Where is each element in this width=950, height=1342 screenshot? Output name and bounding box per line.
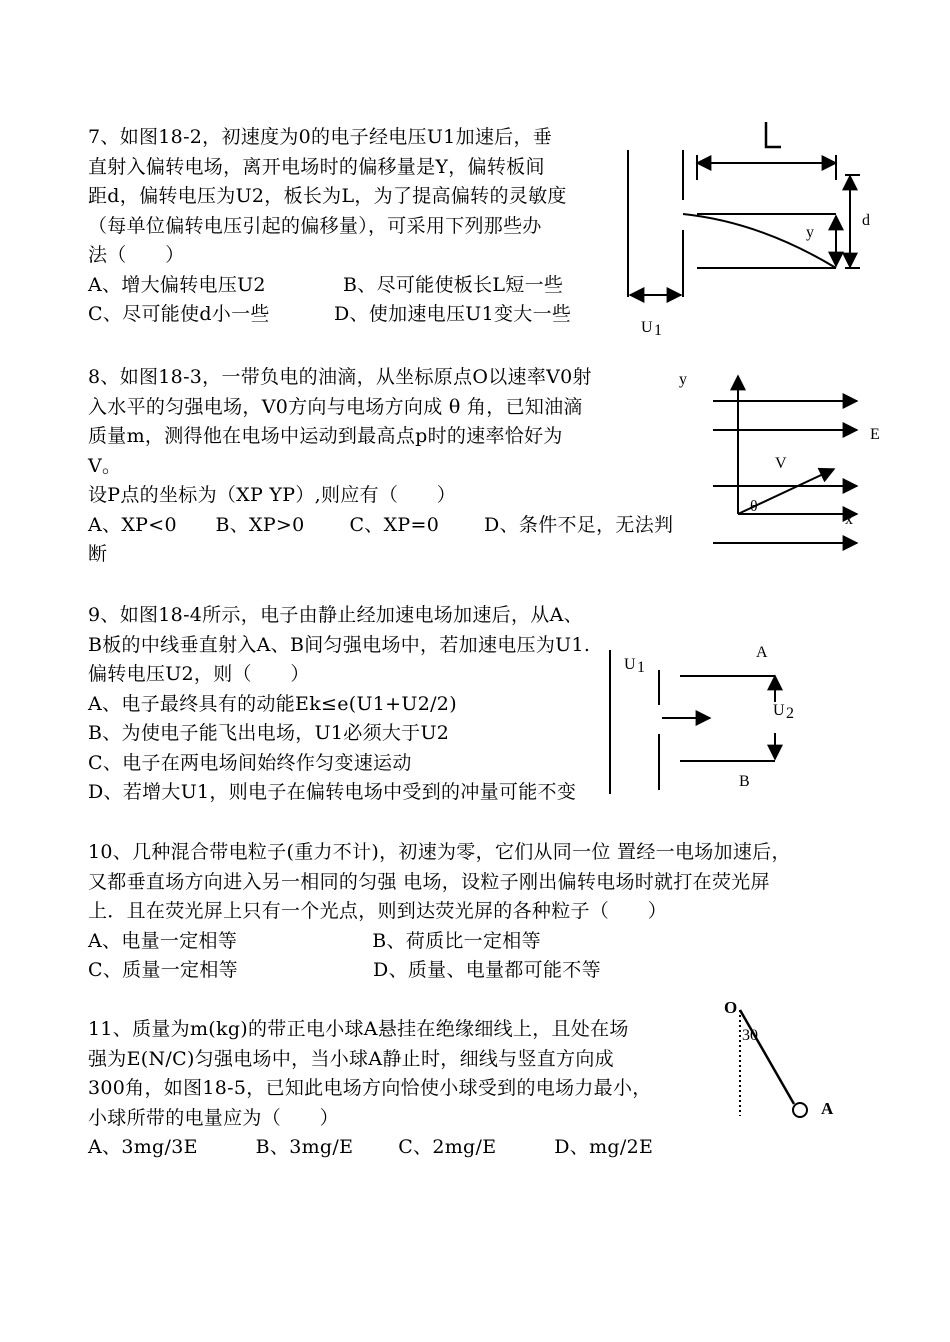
q8-line: 入水平的匀强电场，V0方向与电场方向成 θ 角，已知油滴 <box>88 395 583 418</box>
fig-18-5-label-a: A <box>821 1099 834 1118</box>
fig-18-2-label-y: y <box>806 224 814 241</box>
q11-options: A、3mg/3E B、3mg/E C、2mg/E D、mg/2E <box>88 1136 654 1158</box>
q8-line: 质量m，测得他在电场中运动到最高点p时的速率恰好为 <box>88 425 563 447</box>
q7-line: 直射入偏转电场，离开电场时的偏移量是Y，偏转板间 <box>88 155 545 178</box>
q7-option-cd: C、尽可能使d小一些 D、使加速电压U1变大一些 <box>88 303 572 325</box>
deflection-setup-diagram <box>628 122 860 297</box>
fig-18-3-label-v: V <box>775 455 787 472</box>
fig-18-4-label-u1-sub: 1 <box>637 659 645 676</box>
q10-line: 10、几种混合带电粒子(重力不计)，初速为零，它们从同一位 置经一电场加速后， <box>88 841 791 863</box>
fig-18-4-label-b: B <box>739 773 750 790</box>
q7-line: 距d，偏转电压为U2，板长为L，为了提高偏转的灵敏度 <box>88 185 567 207</box>
q9-option-a: A、电子最终具有的动能Ek≤e(U1+U2/2) <box>88 692 457 715</box>
q9-line: 9、如图18-4所示，电子由静止经加速电场加速后，从A、 <box>88 604 583 626</box>
q10-option-cd: C、质量一定相等 D、质量、电量都可能不等 <box>88 959 601 981</box>
q8-line: 设P点的坐标为（XP YP）,则应有（ ） <box>88 484 457 506</box>
q9-line: 偏转电压U2，则（ ） <box>88 663 310 685</box>
q8-line: 8、如图18-3，一带负电的油滴，从坐标原点O以速率V0射 <box>88 366 592 388</box>
fig-18-2-label-d: d <box>862 212 870 229</box>
q7-line: 7、如图18-2，初速度为0的电子经电压U1加速后，垂 <box>88 126 553 148</box>
fig-18-3-label-e: E <box>870 426 880 443</box>
fig-18-3-label-y: y <box>679 371 687 388</box>
q11-line: 300角，如图18-5，已知此电场方向恰使小球受到的电场力最小， <box>88 1077 652 1099</box>
fig-18-3-label-theta: θ <box>750 498 758 515</box>
q9-option-b: B、为使电子能飞出电场，U1必须大于U2 <box>88 722 450 744</box>
fig-18-2-label-u-sub: 1 <box>654 322 662 339</box>
q8-line: V。 <box>88 454 122 477</box>
fig-18-4-label-u1: U <box>624 656 636 673</box>
q8-line: 断 <box>88 543 108 565</box>
ball-a <box>793 1103 807 1117</box>
q8-options: A、XP<0 B、XP>0 C、XP=0 D、条件不足，无法判 <box>88 513 674 536</box>
q9-option-d: D、若增大U1，则电子在偏转电场中受到的冲量可能不变 <box>88 781 577 803</box>
fig-18-5-label-angle: 30 <box>742 1027 758 1044</box>
q11-line: 强为E(N/C)匀强电场中，当小球A静止时，细线与竖直方向成 <box>88 1047 614 1070</box>
fig-18-2-label-u: U <box>641 319 653 336</box>
q9-line: B板的中线垂直射入A、B间匀强电场中，若加速电压为U1. <box>88 633 591 656</box>
q9-option-c: C、电子在两电场间始终作匀变速运动 <box>88 751 412 774</box>
q7-option-ab: A、增大偏转电压U2 B、尽可能使板长L短一些 <box>88 273 564 296</box>
fig-18-4-label-u2-sub: 2 <box>786 705 794 722</box>
q10-line: 上．且在荧光屏上只有一个光点，则到达荧光屏的各种粒子（ ） <box>88 900 668 922</box>
thread <box>740 1010 794 1104</box>
fig-18-3-label-x: x <box>845 511 853 528</box>
figure-18-2 <box>628 122 860 297</box>
q7-line: 法（ ） <box>88 244 185 266</box>
fig-18-4-label-a: A <box>756 644 768 661</box>
q10-line: 又都垂直场方向进入另一相同的匀强 电场，设粒子刚出偏转电场时就打在荧光屏 <box>88 870 770 893</box>
q7-line: （每单位偏转电压引起的偏移量），可采用下列那些办 <box>88 214 542 237</box>
q11-line: 小球所带的电量应为（ ） <box>88 1106 339 1129</box>
q11-line: 11、质量为m(kg)的带正电小球A悬挂在绝缘细线上，且处在场 <box>88 1018 629 1040</box>
fig-18-4-label-u2: U <box>773 702 785 719</box>
fig-18-5-label-o: O <box>724 998 738 1017</box>
q10-option-ab: A、电量一定相等 B、荷质比一定相等 <box>88 929 541 952</box>
